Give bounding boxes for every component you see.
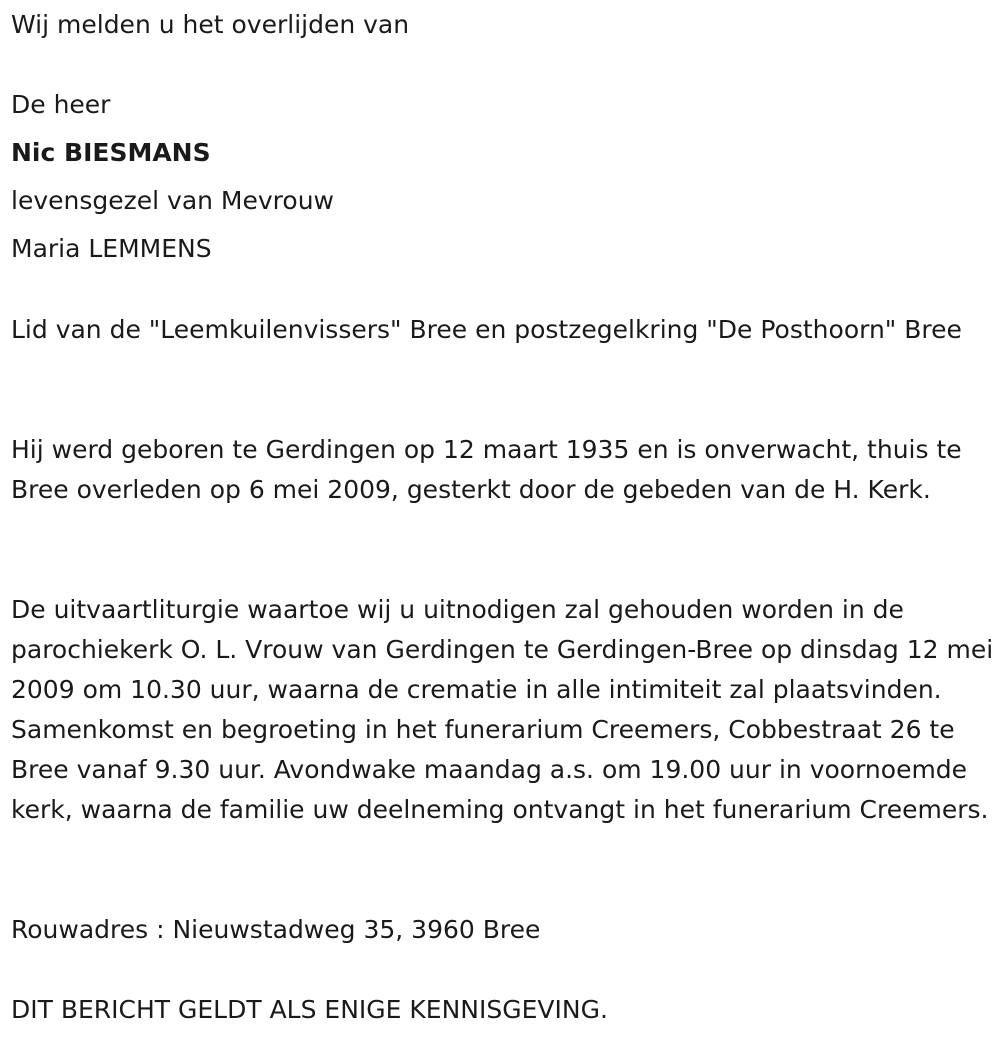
deceased-title: De heer xyxy=(11,90,111,119)
partner-line: levensgezel van Mevrouw xyxy=(11,186,334,215)
birth-death-paragraph: Hij werd geboren te Gerdingen op 12 maart 1935 en is onverwacht, thuis te Bree overleden op 6 mei 2009, gesterkt door de gebeden van de H. Kerk. xyxy=(11,435,962,504)
funeral-paragraph: De uitvaartliturgie waartoe wij u uitnodigen zal gehouden worden in de parochiekerk O. L. Vrouw van Gerdingen te Gerdingen-Bree op dinsdag 12 mei 2009 om 10.30 uur, waarna de crematie in alle intimiteit zal plaatsvinden. Samenkomst en begroeting in het funerarium Creemers, Cobbestraat 26 te Bree vanaf 9.30 uur. Avondwake maandag a.s. om 19.00 uur in voornoemde kerk, waarna de familie uw deelneming ontvangt in het funerarium Creemers. xyxy=(11,595,994,824)
mourning-address: Rouwadres : Nieuwstadweg 35, 3960 Bree xyxy=(11,915,541,944)
intro-text: Wij melden u het overlijden van xyxy=(11,10,410,39)
deceased-name: Nic BIESMANS xyxy=(11,138,211,167)
partner-name: Maria LEMMENS xyxy=(11,234,212,263)
membership-paragraph: Lid van de "Leemkuilenvissers" Bree en postzegelkring "De Posthoorn" Bree xyxy=(11,315,962,344)
notice-statement: DIT BERICHT GELDT ALS ENIGE KENNISGEVING. xyxy=(11,995,608,1024)
